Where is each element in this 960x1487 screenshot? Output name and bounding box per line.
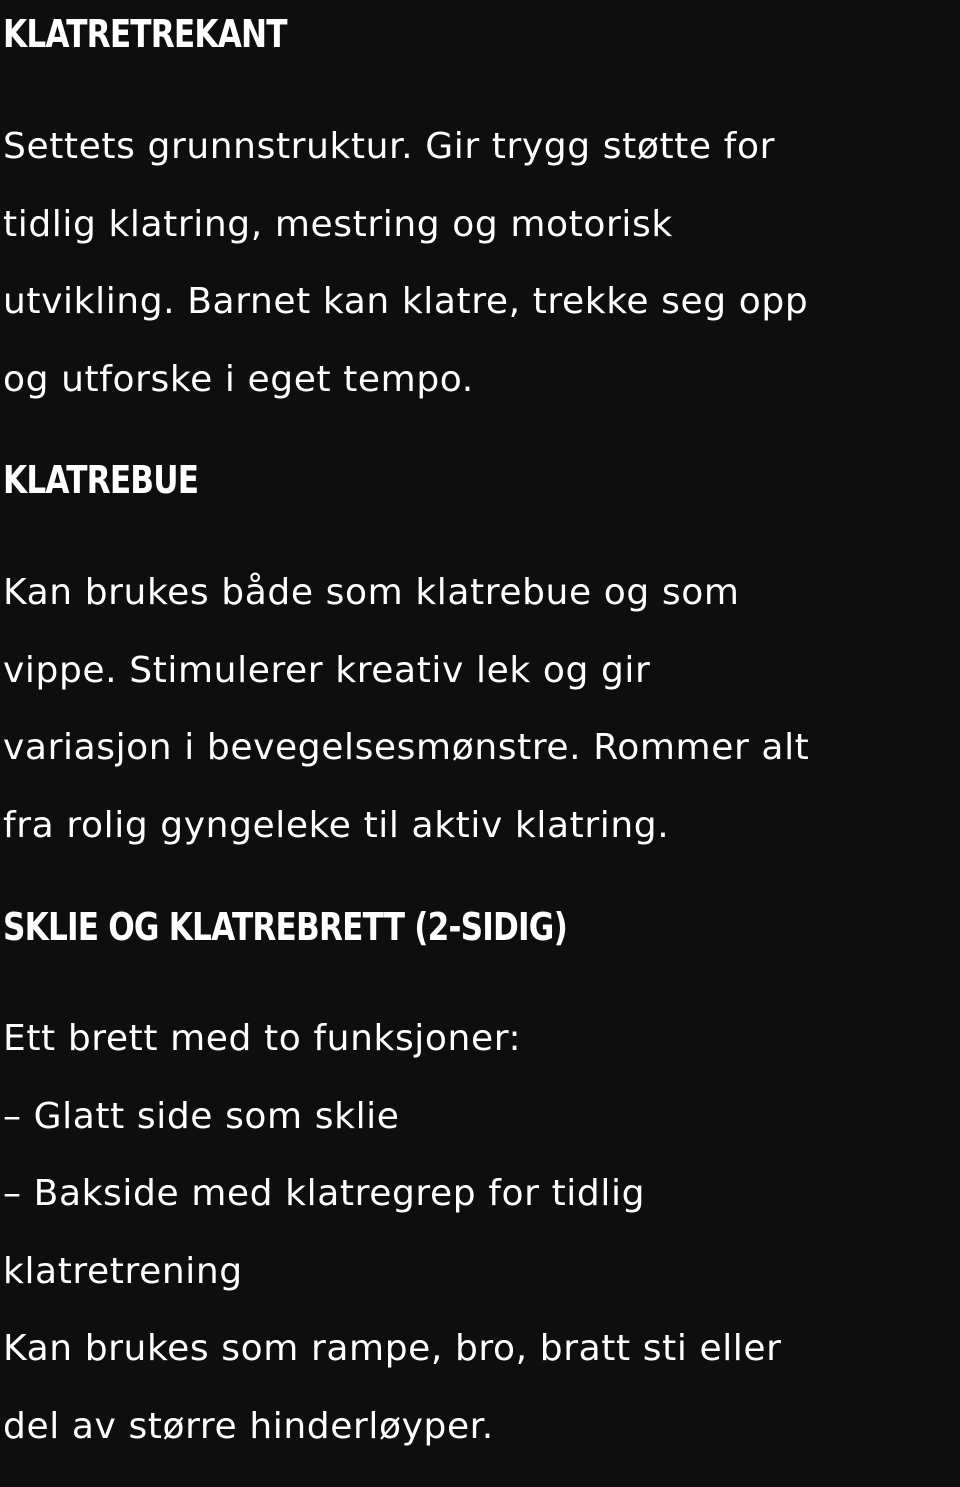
text-line: og utforske i eget tempo. bbox=[3, 358, 474, 400]
section-title-sklie-og-klatrebrett: SKLIE OG KLATREBRETT (2-SIDIG) bbox=[3, 905, 567, 949]
list-item: – Bakside med klatregrep for tidlig bbox=[3, 1173, 646, 1214]
text-line: Settets grunnstruktur. Gir trygg støtte for bbox=[3, 126, 775, 167]
text-line: utvikling. Barnet kan klatre, trekke seg opp bbox=[3, 281, 809, 322]
section-title-klatretrekant: KLATRETREKANT bbox=[3, 12, 287, 56]
text-line: del av større hinderløyper. bbox=[3, 1405, 494, 1447]
list-item: – Glatt side som sklie bbox=[3, 1095, 400, 1137]
section-text-klatrebue bbox=[3, 554, 809, 864]
text-line: Ett brett med to funksjoner: bbox=[3, 1018, 522, 1059]
text-line: fra rolig gyngeleke til aktiv klatring. bbox=[3, 804, 670, 846]
section-text-sklie-og-klatrebrett bbox=[3, 1000, 782, 1465]
section-text-klatretrekant bbox=[3, 108, 808, 418]
text-line: tidlig klatring, mestring og motorisk bbox=[3, 203, 673, 245]
text-line: klatretrening bbox=[3, 1250, 243, 1292]
text-line: variasjon i bevegelsesmønstre. Rommer alt bbox=[3, 727, 810, 768]
section-title-klatrebue: KLATREBUE bbox=[3, 458, 199, 502]
text-line: Kan brukes både som klatrebue og som bbox=[3, 572, 740, 613]
text-line: Kan brukes som rampe, bro, bratt sti eller bbox=[3, 1328, 782, 1369]
text-line: vippe. Stimulerer kreativ lek og gir bbox=[3, 649, 651, 691]
